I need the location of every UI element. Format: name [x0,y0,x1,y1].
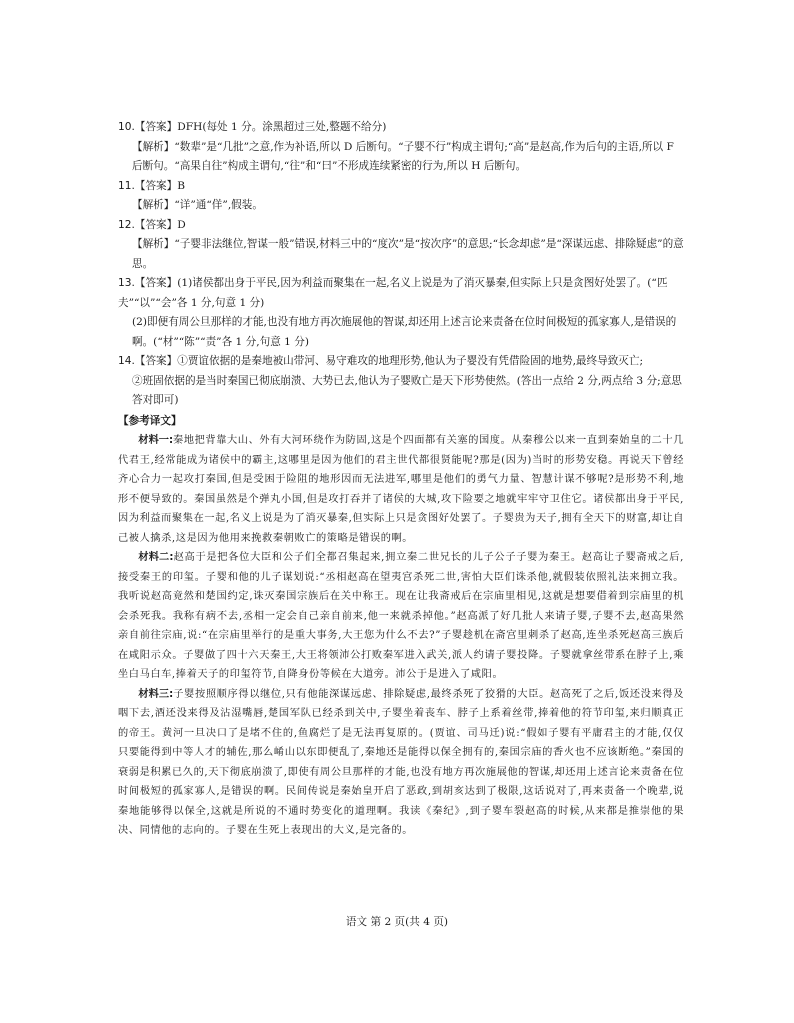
material-label: 材料一: [138,435,174,446]
answer-explanation: 【解析】“数辈”是“几批”之意,作为补语,所以 D 后断句。“子婴不行”构成主谓句;“高”是赵高,作为后句的主语,所以 F 后断句。“高果自往”构成主谓句,“往”和“曰”不形成连续紧密的行为,所以 H 后断句。 [132,140,674,172]
answer-part-2: (2)即便有周公旦那样的才能,也没有地方再次施展他的智谋,却还用上述言论来责备在位时间极短的孤家寡人,是错误的啊。(“材”“陈”“责”各 1 分,句意 1 分) [132,316,677,348]
answer-head: 12.【答案】D [118,218,186,231]
answer-head: 14.【答案】①贾谊依据的是秦地被山带河、易守难攻的地理形势,他认为子婴没有凭借险固的地势,最终导致灭亡; [118,355,644,367]
reference-translation-title: 【参考译文】 [118,414,182,427]
answer-11 [118,177,684,216]
answer-12 [118,216,684,275]
reference-translation [118,431,684,841]
answer-part-2: ②班固依据的是当时秦国已彻底崩溃、大势已去,他认为子婴败亡是天下形势使然。(答出一点给 2 分,两点给 3 分;意思答对即可) [132,374,682,406]
material-label: 材料三: [138,688,174,700]
answer-head: 10.【答案】DFH(每处 1 分。涂黑超过三处,整题不给分) [118,121,387,133]
answer-head: 13.【答案】(1)诸侯都出身于平民,因为利益而聚集在一起,名义上说是为了消灭暴秦,但实际上只是贪图好处罢了。(“匹夫”“以”“会”各 1 分,句意 1 分) [118,277,668,309]
material-text: 秦地把背靠大山、外有大河环绕作为防固,这是个四面都有关塞的国度。从秦穆公以来一直到秦始皇的二十几代君王,经常能成为诸侯中的霸主,这哪里是因为他们的君主世代都很贤能呢?那是(因为)当时的形势安稳。再说天下曾经齐心合力一起攻打秦国,但是受困于险阻的地形因而无法进军,哪里是他们的勇气力量、智慧计谋不够呢?是形势不利,地形不便导致的。秦国虽然是个弹丸小国,但是攻打吞并了诸侯的大城,攻下险要之地就牢牢守卫住它。诸侯都出身于平民,因为利益而聚集在一起,名义上说是为了消灭暴秦,但实际上只是贪图好处罢了。子婴贵为天子,拥有全天下的财富,却让自己被人擒杀,这是因为他用来挽救秦朝败亡的策略是错误的啊。 [118,435,684,544]
material-two-paragraph [118,548,684,685]
material-text: 赵高于是把各位大臣和公子们全都召集起来,拥立秦二世兄长的儿子公子子婴为秦王。赵高让子婴斋戒之后,接受秦王的印玺。子婴和他的儿子谋划说:“丞相赵高在望夷宫杀死二世,害怕大臣们诛杀他,就假装依照礼法来拥立我。我听说赵高竟然和楚国约定,诛灭秦国宗族后在关中称王。现在让我斋戒后在宗庙里相见,这就是想要借着到宗庙里的机会杀死我。我称有病不去,丞相一定会自己亲自前来,他一来就杀掉他。”赵高派了好几批人来请子婴,子婴不去,赵高果然亲自前往宗庙,说:“在宗庙里举行的是重大事务,大王您为什么不去?”子婴趁机在斋宫里刺杀了赵高,连坐杀死赵高三族后在咸阳示众。子婴做了四十六天秦王,大王将领沛公打败秦军进入武关,派人约请子婴投降。子婴就拿丝带系在脖子上,乘坐白马白车,捧着天子的印玺符节,自降身份等候在大道旁。沛公于是进入了咸阳。 [118,552,684,680]
material-text: 子婴按照顺序得以继位,只有他能深谋远虑、排除疑虑,最终杀死了狡猾的大臣。赵高死了之后,饭还没来得及咽下去,酒还没来得及沾湿嘴唇,楚国军队已经杀到关中,子婴坐着丧车、脖子上系着丝带,捧着他的符节印玺,来归顺真正的帝王。黄河一旦决口了是堵不住的,鱼腐烂了是无法再复原的。(贾谊、司马迁)说:“假如子婴有平庸君主的才能,仅仅只要能得到中等人才的辅佐,那么崤山以东即便乱了,秦地还是能得以保全拥有的,秦国宗庙的香火也不应该断绝。”秦国的衰弱是积累已久的,天下彻底崩溃了,即使有周公旦那样的才能,也没有地方再次施展他的智谋,却还用上述言论来责备在位时间极短的孤家寡人,是错误的啊。民间传说是秦始皇开启了恶政,到胡亥达到了极限,这话说对了,再来责备一个晚辈,说秦地能够得以保全,这就是所说的不通时势变化的道理啊。我读《秦纪》,到子婴车裂赵高的时候,从来都是推崇他的果决、同情他的志向的。子婴在生死上表现出的大义,是完备的。 [118,688,684,836]
material-one-paragraph [118,431,684,548]
answer-10 [118,118,684,177]
answer-explanation: 【解析】“子婴非法继位,智谋一般”错误,材料三中的“度次”是“按次序”的意思;“长念却虑”是“深谋远虑、排除疑虑”的意思。 [132,238,684,270]
answer-head: 11.【答案】B [118,179,186,192]
page-footer: 语文 第 2 页(共 4 页) [345,916,449,928]
material-three-paragraph [118,685,684,841]
material-label: 材料二: [138,552,174,563]
answer-explanation: 【解析】“详”通“佯”,假装。 [132,199,263,211]
answer-14 [118,352,684,411]
answer-13 [118,274,684,352]
answer-section [118,118,684,411]
